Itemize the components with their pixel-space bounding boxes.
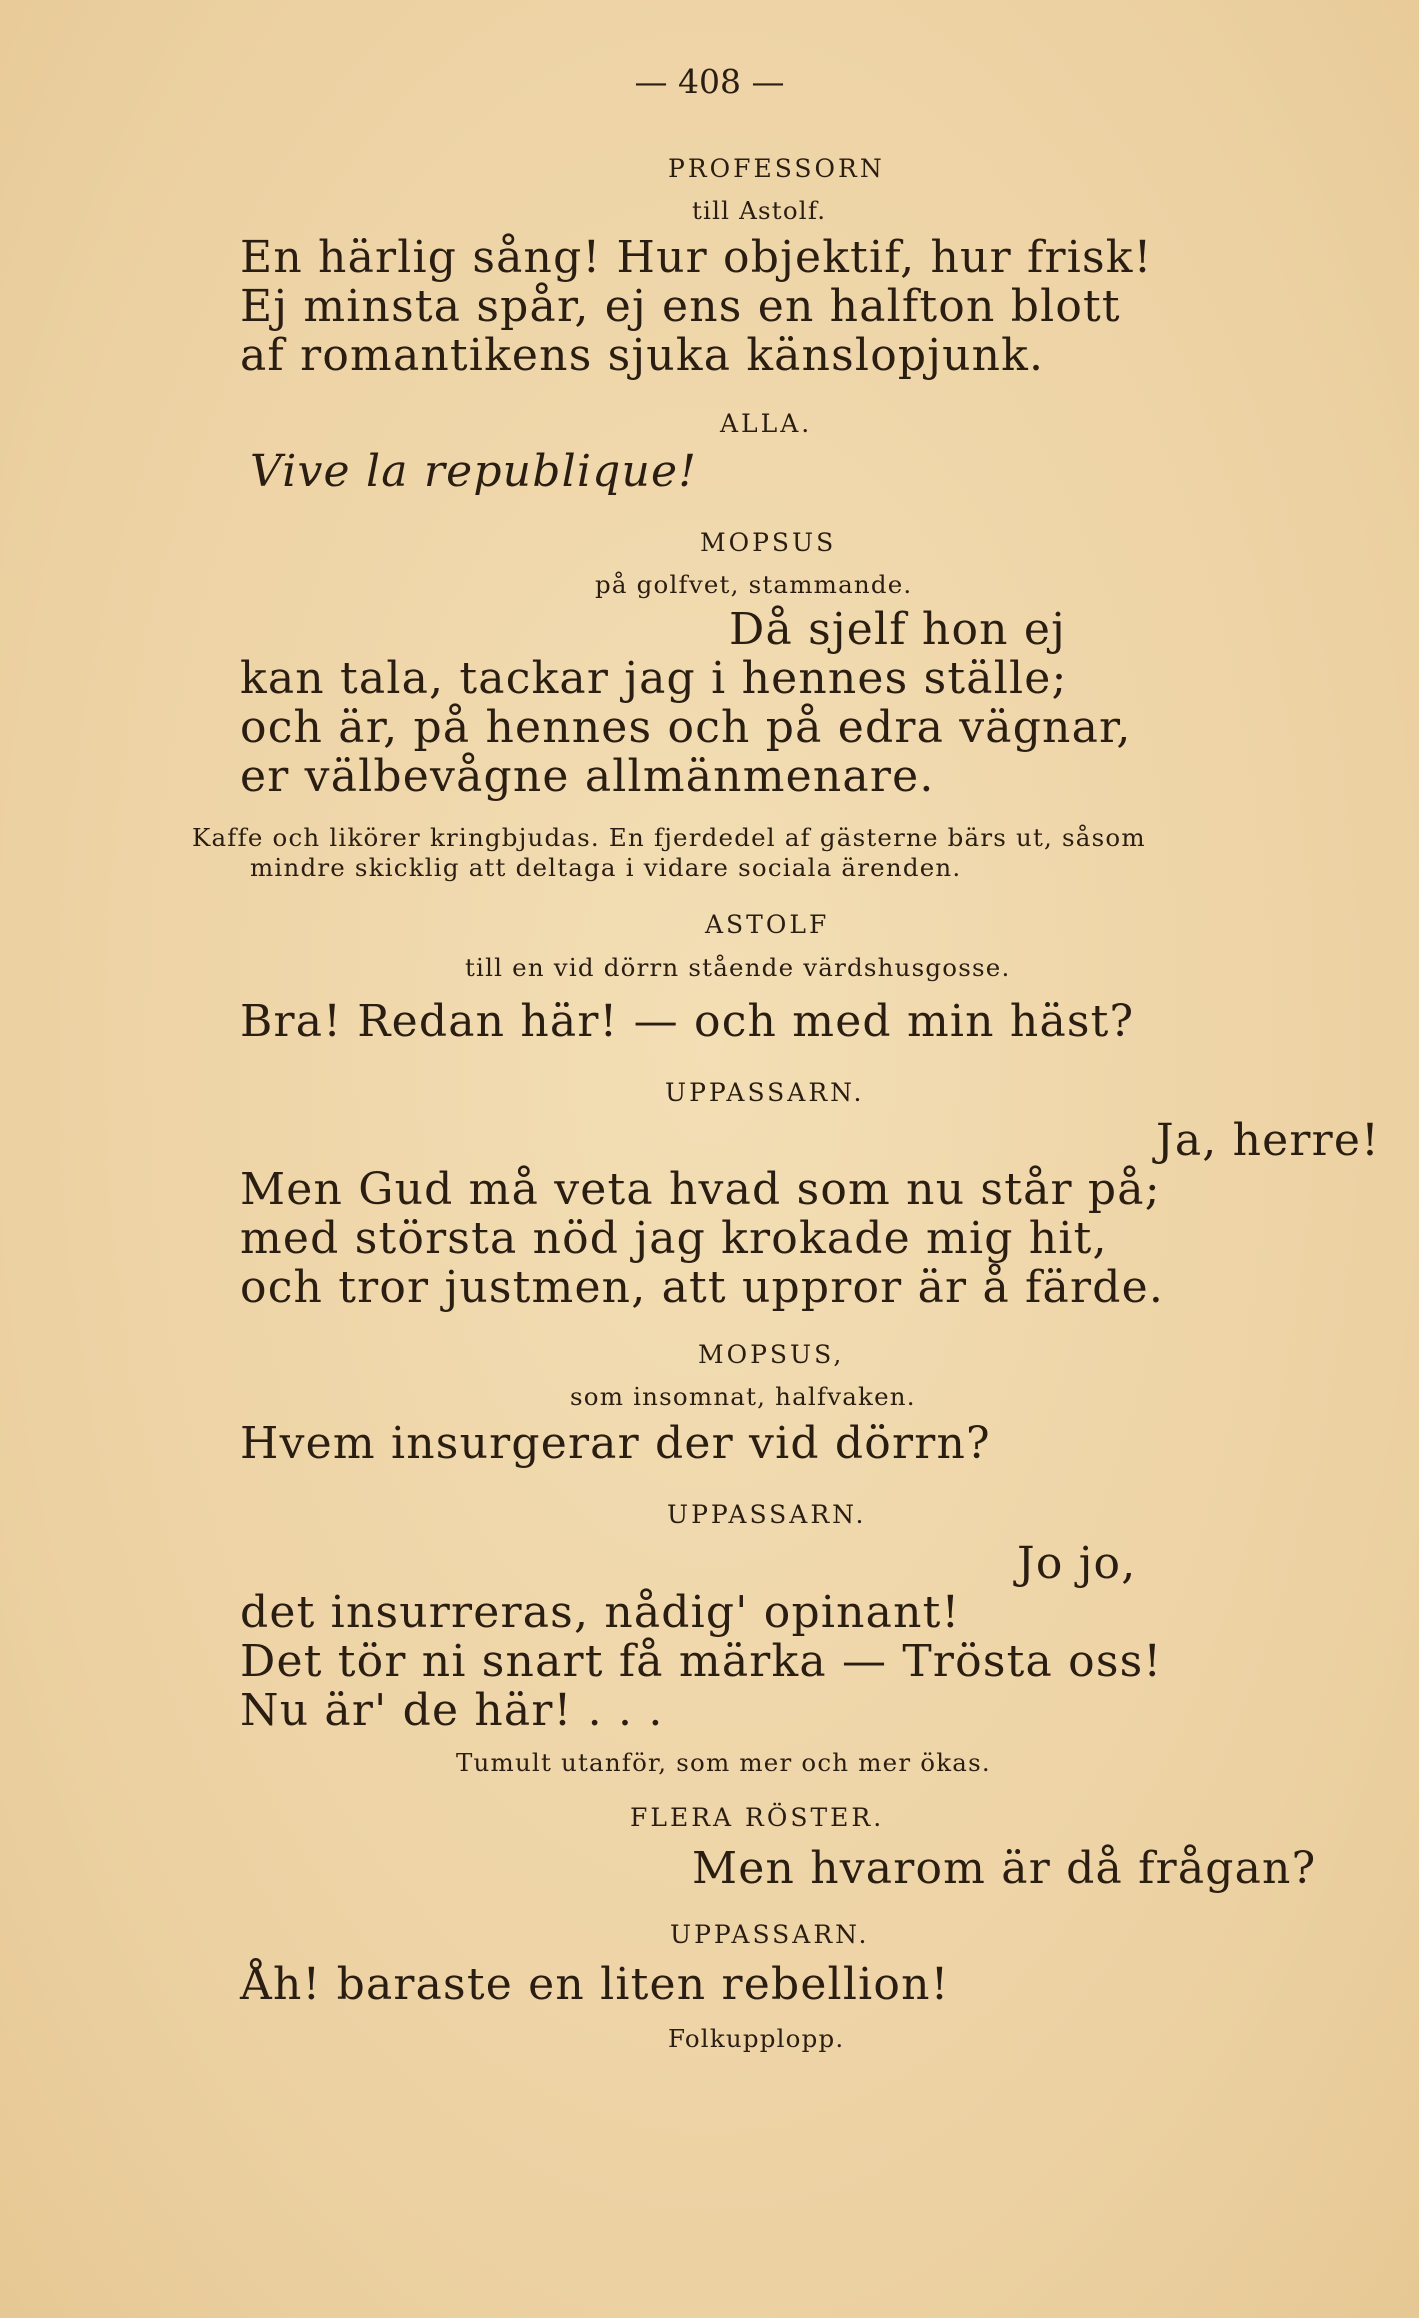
verse-line: Jo jo, (1017, 1538, 1137, 1589)
page-number: — 408 — (634, 62, 785, 101)
direction-halfvaken: som insomnat, halfvaken. (570, 1382, 916, 1411)
verse-line: er välbevågne allmänmenare. (240, 751, 935, 802)
speaker-uppassarn: UPPASSARN. (670, 1920, 870, 1949)
verse-line: och tror justmen, att uppror är å färde. (240, 1262, 1165, 1313)
stage-direction: Tumult utanför, som mer och mer ökas. (456, 1748, 991, 1777)
speaker-uppassarn: UPPASSARN. (665, 1078, 865, 1107)
speaker-alla: ALLA. (720, 409, 813, 438)
verse-line: Bra! Redan här! — och med min häst? (240, 996, 1135, 1047)
stage-direction: Folkupplopp. (668, 2024, 845, 2053)
speaker-professorn: PROFESSORN (668, 154, 885, 183)
verse-line: Då sjelf hon ej (729, 604, 1066, 655)
verse-line: En härlig sång! Hur objektif, hur frisk! (240, 232, 1153, 283)
verse-line: af romantikens sjuka känslopjunk. (240, 330, 1045, 381)
direction-till-astolf: till Astolf. (692, 196, 827, 225)
verse-line: kan tala, tackar jag i hennes ställe; (240, 653, 1068, 704)
direction-stammande: på golfvet, stammande. (595, 570, 913, 599)
verse-line: Men hvarom är då frågan? (692, 1843, 1317, 1894)
direction-till-gosse: till en vid dörrn stående värdshusgosse. (465, 953, 1011, 982)
verse-line: och är, på hennes och på edra vägnar, (240, 702, 1132, 753)
verse-line: Hvem insurgerar der vid dörrn? (240, 1418, 991, 1469)
verse-line: Nu är' de här! . . . (240, 1685, 664, 1736)
speaker-flera-roster: FLERA RÖSTER. (630, 1803, 885, 1832)
verse-line: Men Gud må veta hvad som nu står på; (240, 1164, 1161, 1215)
verse-line-italic: Vive la republique! (250, 446, 698, 497)
verse-line: Ej minsta spår, ej ens en halfton blott (240, 281, 1121, 332)
verse-line: Ja, herre! (1156, 1115, 1381, 1166)
speaker-mopsus: MOPSUS, (698, 1340, 845, 1369)
speaker-astolf: ASTOLF (705, 910, 830, 939)
verse-line: med största nöd jag krokade mig hit, (240, 1213, 1108, 1264)
stage-direction: mindre skicklig att deltaga i vidare sociala ärenden. (250, 853, 962, 882)
verse-line: Det tör ni snart få märka — Trösta oss! (240, 1636, 1163, 1687)
verse-line: det insurreras, nådig' opinant! (240, 1587, 961, 1638)
speaker-mopsus: MOPSUS (700, 528, 837, 557)
verse-line: Åh! baraste en liten rebellion! (240, 1959, 950, 2010)
speaker-uppassarn: UPPASSARN. (667, 1500, 867, 1529)
stage-direction: Kaffe och likörer kringbjudas. En fjerdedel af gästerne bärs ut, såsom (192, 823, 1146, 852)
